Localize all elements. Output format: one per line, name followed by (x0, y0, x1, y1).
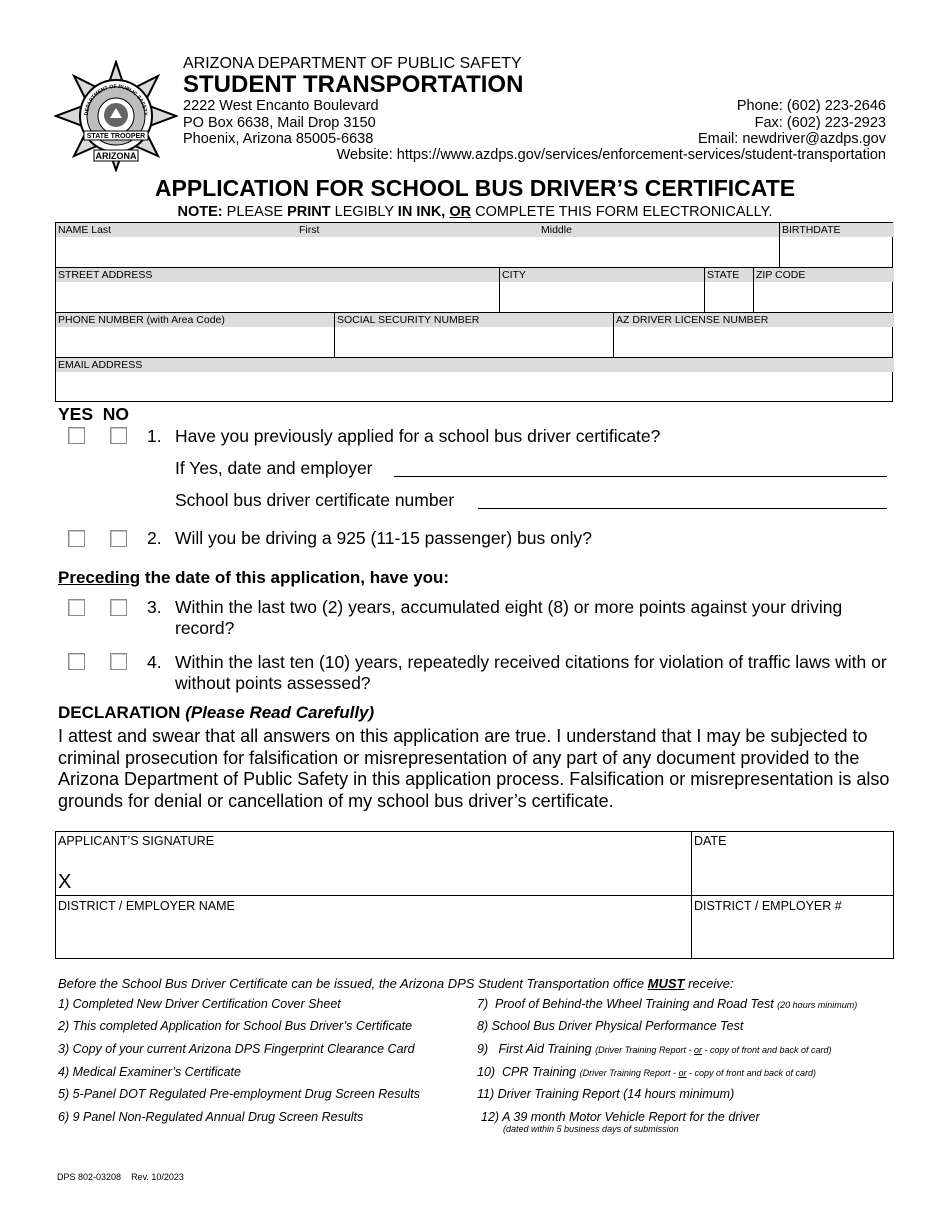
street-address-label: STREET ADDRESS (56, 268, 499, 282)
badge-top-text: DEPARTMENT OF PUBLIC SAFETY (83, 83, 149, 116)
requirements-intro (58, 976, 734, 991)
yes-no-header (58, 404, 129, 425)
q1b-label: School bus driver certificate number (175, 490, 455, 510)
applicant-signature-label: APPLICANT’S SIGNATURE (58, 834, 215, 848)
requirement-item-1: 1) Completed New Driver Certification Cover Sheet (58, 997, 341, 1011)
form-note (0, 204, 950, 220)
requirement-10-note-a: (Driver Training Report - (579, 1068, 679, 1078)
requirement-item-10 (477, 1065, 816, 1079)
q1a-label: If Yes, date and employer (175, 458, 373, 478)
zip-code-label: ZIP CODE (754, 268, 894, 282)
applicant-signature-field[interactable] (56, 832, 692, 896)
department-name: ARIZONA DEPARTMENT OF PUBLIC SAFETY (183, 55, 522, 72)
requirement-12-note: (dated within 5 business days of submission (503, 1124, 679, 1134)
preceding-heading (58, 568, 449, 588)
q3-no-checkbox[interactable] (110, 599, 127, 616)
date-label: DATE (694, 834, 727, 848)
requirement-item-7 (477, 997, 857, 1011)
name-first-label: First (299, 224, 320, 236)
dps-badge-logo (54, 60, 178, 172)
declaration-body: I attest and swear that all answers on this application are true. I understand that I may be subjected to criminal prosecution for falsification or misrepresentation of any part of any document provided to the Arizona Department of Public Safety in this application process. Falsification or misrepresentation is also grounds for denial or cancellation of my school bus driver’s certificate. (58, 726, 890, 811)
signature-box (55, 831, 894, 959)
signature-x-mark: X (58, 871, 72, 893)
note-text-3: COMPLETE THIS FORM ELECTRONICALLY. (471, 204, 773, 220)
name-field[interactable] (56, 223, 780, 267)
q4-no-checkbox[interactable] (110, 653, 127, 670)
note-text-2: LEGIBLY (330, 204, 398, 220)
email-label: EMAIL ADDRESS (56, 358, 894, 372)
email-field[interactable] (56, 358, 894, 402)
yes-label: YES (58, 404, 94, 424)
requirements-intro-a: Before the School Bus Driver Certificate can be issued, the Arizona DPS Student Transportation office (58, 976, 648, 991)
note-text-1: PLEASE (222, 204, 288, 220)
requirement-item-8: 8) School Bus Driver Physical Performance Test (477, 1019, 744, 1033)
q1-no-checkbox[interactable] (110, 427, 127, 444)
q3-yes-checkbox[interactable] (68, 599, 85, 616)
address-line-1: 2222 West Encanto Boulevard (183, 98, 379, 114)
requirement-item-3: 3) Copy of your current Arizona DPS Fingerprint Clearance Card (58, 1042, 415, 1056)
phone-number-label: PHONE NUMBER (with Area Code) (56, 313, 334, 327)
phone-number-field[interactable] (56, 313, 335, 357)
q2-no-checkbox[interactable] (110, 530, 127, 547)
address-line-3: Phoenix, Arizona 85005-6638 (183, 131, 374, 147)
requirements-must: MUST (647, 976, 685, 991)
requirement-10-note-or: or (678, 1068, 687, 1078)
district-employer-number-label: DISTRICT / EMPLOYER # (694, 899, 842, 913)
q4-text: Within the last ten (10) years, repeatedly received citations for violation of traffic laws with or without points assessed? (175, 652, 887, 693)
q1-text: Have you previously applied for a school bus driver certificate? (175, 426, 661, 446)
q1-number: 1. (147, 426, 162, 446)
form-number: DPS 802-03208 (57, 1172, 122, 1182)
declaration-subtitle: (Please Read Carefully) (185, 703, 375, 722)
requirement-9-note-b: - copy of front and back of card) (701, 1045, 832, 1055)
note-or: OR (449, 204, 472, 220)
q4-yes-checkbox[interactable] (68, 653, 85, 670)
requirement-10-text: 10) CPR Training (477, 1065, 580, 1079)
applicant-info-grid (55, 222, 893, 402)
q3-text: Within the last two (2) years, accumulated eight (8) or more points against your driving record? (175, 597, 843, 638)
no-label: NO (102, 404, 130, 424)
date-field[interactable] (692, 832, 893, 896)
city-label: CITY (500, 268, 704, 282)
state-label: STATE (705, 268, 753, 282)
requirement-9-note-a: (Driver Training Report - (595, 1045, 694, 1055)
q4-number: 4. (147, 652, 162, 672)
note-print: PRINT (287, 204, 331, 220)
email-address[interactable]: Email: newdriver@azdps.gov (698, 131, 886, 147)
district-employer-name-label: DISTRICT / EMPLOYER NAME (58, 899, 235, 913)
requirement-7-text: 7) Proof of Behind-the Wheel Training and Road Test (477, 997, 778, 1011)
requirement-10-note-b: - copy of front and back of card) (686, 1068, 817, 1078)
declaration-title: DECLARATION (58, 703, 186, 722)
ssn-label: SOCIAL SECURITY NUMBER (335, 313, 613, 327)
note-label: NOTE: (177, 204, 223, 220)
requirements-intro-b: receive: (684, 976, 734, 991)
id-row (56, 313, 892, 358)
district-employer-name-field[interactable] (56, 896, 692, 958)
certificate-number-input[interactable] (478, 508, 887, 509)
name-row (56, 223, 892, 268)
requirement-item-6: 6) 9 Panel Non-Regulated Annual Drug Screen Results (58, 1110, 364, 1124)
ssn-field[interactable] (335, 313, 614, 357)
requirement-item-12: 12) A 39 month Motor Vehicle Report for the driver (481, 1110, 760, 1124)
badge-band-text: STATE TROOPER (86, 133, 146, 140)
requirement-7-note: (20 hours minimum) (777, 1000, 858, 1010)
name-last-label: NAME Last (58, 224, 112, 236)
requirement-9-text: 9) First Aid Training (477, 1042, 596, 1056)
date-employer-input[interactable] (394, 476, 887, 477)
driver-license-field[interactable] (614, 313, 894, 357)
q2-number: 2. (147, 528, 162, 548)
zip-code-field[interactable] (754, 268, 894, 312)
address-row (56, 268, 892, 313)
declaration-heading (58, 703, 374, 723)
address-line-2: PO Box 6638, Mail Drop 3150 (183, 115, 376, 131)
requirement-item-9 (477, 1042, 832, 1056)
email-row (56, 358, 892, 402)
requirement-9-note-or: or (693, 1045, 702, 1055)
district-employer-number-field[interactable] (692, 896, 893, 958)
requirement-item-2: 2) This completed Application for School Bus Driver’s Certificate (58, 1019, 413, 1033)
q1-yes-checkbox[interactable] (68, 427, 85, 444)
form-footer (57, 1172, 184, 1182)
city-field[interactable] (500, 268, 705, 312)
office-title: STUDENT TRANSPORTATION (183, 71, 524, 98)
requirement-item-5: 5) 5-Panel DOT Regulated Pre-employment Drug Screen Results (58, 1087, 420, 1101)
birthdate-label: BIRTHDATE (780, 223, 894, 237)
driver-license-label: AZ DRIVER LICENSE NUMBER (614, 313, 894, 327)
preceding-underlined: Preceding (58, 568, 141, 587)
q3-number: 3. (147, 597, 162, 617)
state-field[interactable] (705, 268, 754, 312)
street-address-field[interactable] (56, 268, 500, 312)
form-title: APPLICATION FOR SCHOOL BUS DRIVER’S CERTIFICATE (154, 175, 796, 201)
fax-number: Fax: (602) 223-2923 (754, 115, 886, 131)
preceding-rest: the date of this application, have you: (140, 568, 450, 587)
requirement-item-11: 11) Driver Training Report (14 hours minimum) (477, 1087, 735, 1101)
phone-number: Phone: (602) 223-2646 (736, 98, 886, 114)
q2-text: Will you be driving a 925 (11-15 passenger) bus only? (175, 528, 592, 548)
note-ink: IN INK, (397, 204, 450, 220)
badge-bottom-text: ARIZONA (95, 151, 137, 161)
website-link[interactable]: Website: https://www.azdps.gov/services/enforcement-services/student-transportation (336, 147, 886, 163)
form-revision: Rev. 10/2023 (131, 1172, 184, 1182)
name-middle-label: Middle (541, 224, 572, 236)
birthdate-field[interactable] (780, 223, 894, 267)
q2-yes-checkbox[interactable] (68, 530, 85, 547)
requirement-item-4: 4) Medical Examiner’s Certificate (58, 1065, 241, 1079)
